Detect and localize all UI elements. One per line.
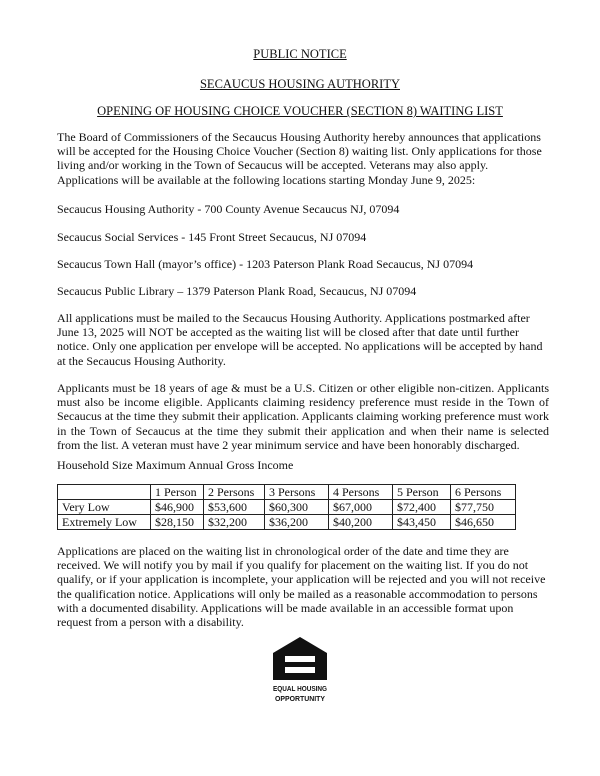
location-item: Secaucus Social Services - 145 Front Street Secaucus, NJ 07094 xyxy=(57,230,367,244)
equal-sign-bottom-bar xyxy=(285,667,315,673)
table-header-cell: 6 Persons xyxy=(451,485,516,500)
eligibility-paragraph: Applicants must be 18 years of age & must be a U.S. Citizen or other eligible non-citizen. Applicants must also be income eligible. Applicants claiming residency preference must reside in the Town of Secaucus at the time they submit their application. Applicants claiming working preference must work in the Town of Secaucus at the time they submit their application and when their name is selected from the list. A veteran must have 2 year minimum service and have been honorably discharged. xyxy=(57,381,549,452)
equal-housing-opportunity-logo xyxy=(271,636,329,706)
location-item: Secaucus Town Hall (mayor’s office) - 1203 Paterson Plank Road Secaucus, NJ 07094 xyxy=(57,257,474,271)
table-cell: $46,900 xyxy=(151,500,204,515)
income-limits-table xyxy=(57,484,516,530)
table-header-cell: 3 Persons xyxy=(265,485,329,500)
table-row xyxy=(58,500,516,515)
table-cell: $77,750 xyxy=(451,500,516,515)
table-row-label: Extremely Low xyxy=(58,515,151,530)
table-header-cell xyxy=(58,485,151,500)
table-header-cell: 2 Persons xyxy=(204,485,265,500)
table-cell: $72,400 xyxy=(393,500,451,515)
table-cell: $28,150 xyxy=(151,515,204,530)
table-cell: $43,450 xyxy=(393,515,451,530)
table-row-label: Very Low xyxy=(58,500,151,515)
logo-text-line2: OPPORTUNITY xyxy=(275,696,326,703)
location-item: Secaucus Public Library – 1379 Paterson Plank Road, Secaucus, NJ 07094 xyxy=(57,284,417,298)
equal-sign-top-bar xyxy=(285,656,315,662)
location-item: Secaucus Housing Authority - 700 County Avenue Secaucus NJ, 07094 xyxy=(57,202,400,216)
mailing-paragraph: All applications must be mailed to the Secaucus Housing Authority. Applications postmarked after June 13, 2025 will NOT be accepted as the waiting list will be closed after that date until further notice. Only one application per envelope will be accepted. No applications will be accepted by hand at the Secaucus Housing Authority. xyxy=(57,311,543,368)
closing-paragraph: Applications are placed on the waiting list in chronological order of the date and time they are received. We will notify you by mail if you qualify for placement on the waiting list. If you do not qualify, or if your application is incomplete, your application will be rejected and you will not receive the qualification notice. Applications will only be mailed as a reasonable accommodation to persons with a documented disability. Applications will be made available in an accessible format upon request from a person with a disability. xyxy=(57,544,546,630)
notice-heading: PUBLIC NOTICE xyxy=(253,47,347,61)
table-header-cell: 5 Person xyxy=(393,485,451,500)
intro-paragraph: The Board of Commissioners of the Secaucus Housing Authority hereby announces that applications will be accepted for the Housing Choice Voucher (Section 8) waiting list. Only applications for those living and/or working in the Town of Secaucus will be accepted. Veterans may also apply. Applications will be available at the following locations starting Monday June 9, 2025: xyxy=(57,130,542,187)
table-cell: $40,200 xyxy=(329,515,393,530)
table-header-cell: 1 Person xyxy=(151,485,204,500)
table-cell: $60,300 xyxy=(265,500,329,515)
table-header-row xyxy=(58,485,516,500)
table-cell: $36,200 xyxy=(265,515,329,530)
table-header-cell: 4 Persons xyxy=(329,485,393,500)
table-cell: $53,600 xyxy=(204,500,265,515)
notice-subject: OPENING OF HOUSING CHOICE VOUCHER (SECTION 8) WAITING LIST xyxy=(97,104,503,118)
authority-name: SECAUCUS HOUSING AUTHORITY xyxy=(199,77,400,91)
table-cell: $46,650 xyxy=(451,515,516,530)
income-table-caption: Household Size Maximum Annual Gross Income xyxy=(57,458,294,472)
table-cell: $32,200 xyxy=(204,515,265,530)
table-row xyxy=(58,515,516,530)
logo-text-line1: EQUAL HOUSING xyxy=(273,686,328,693)
table-cell: $67,000 xyxy=(329,500,393,515)
